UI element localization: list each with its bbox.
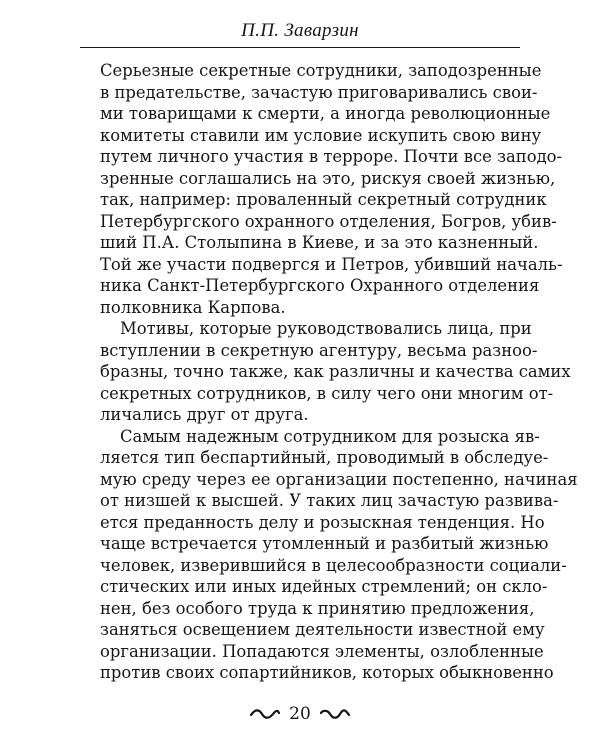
text-line: ляется тип беспартийный, проводимый в обследуе- <box>100 448 549 467</box>
text-line: полковника Карпова. <box>100 297 286 317</box>
text-line: бразны, точно также, как различны и качества самих <box>100 362 571 381</box>
body-text <box>100 60 578 684</box>
right-ornament-icon <box>320 708 350 720</box>
text-line: мую среду через ее организации постепенно, начиная <box>100 469 578 489</box>
text-line: в предательстве, зачастую приговаривались свои- <box>100 82 538 102</box>
text-line: ми товарищами к смерти, а иногда революционные <box>100 104 551 123</box>
text-line: путем личного участия в терроре. Почти все заподо- <box>100 147 563 166</box>
text-line: вступлении в секретную агентуру, весьма разноо- <box>100 340 538 360</box>
text-line: человек, изверившийся в целесообразности социали- <box>100 555 567 575</box>
text-line: Той же участи подвергся и Петров, убивший началь- <box>100 254 563 274</box>
text-line: ется преданность делу и розыскная тенденция. Но <box>100 512 545 532</box>
text-line: организации. Попадаются элементы, озлобленные <box>100 641 544 661</box>
text-line: зренные соглашались на это, рискуя своей жизнью, <box>100 168 556 188</box>
text-line: стических или иных идейных стремлений; он скло- <box>100 577 548 596</box>
text-line: личались друг от друга. <box>100 405 309 424</box>
text-line: Серьезные секретные сотрудники, заподозренные <box>100 61 542 80</box>
page-footer <box>0 703 600 724</box>
text-line: против своих сопартийников, которых обыкновенно <box>100 663 554 682</box>
text-line: чаще встречается утомленный и разбитый жизнью <box>100 534 549 553</box>
text-line: комитеты ставили им условие искупить свою вину <box>100 125 542 145</box>
text-line: от низшей к высшей. У таких лиц зачастую развива- <box>100 491 559 510</box>
running-head-title: П.П. Заварзин <box>241 20 359 41</box>
text-line: нен, без особого труда к принятию предложения, <box>100 598 535 618</box>
left-ornament-icon <box>250 708 280 720</box>
text-line: ника Санкт-Петербургского Охранного отделения <box>100 276 540 295</box>
header-rule <box>80 47 520 48</box>
text-line: секретных сотрудников, в силу чего они многим от- <box>100 383 554 403</box>
page-number: 20 <box>289 703 311 724</box>
text-line: ший П.А. Столыпина в Киеве, и за это казненный. <box>100 233 539 252</box>
text-line: Самым надежным сотрудником для розыска яв- <box>120 426 540 446</box>
text-line: заняться освещением деятельности известной ему <box>100 620 545 639</box>
text-line: Мотивы, которые руководствовались лица, при <box>120 319 532 338</box>
text-line: так, например: проваленный секретный сотрудник <box>100 190 547 209</box>
text-line: Петербургского охранного отделения, Богров, убив- <box>100 211 557 231</box>
